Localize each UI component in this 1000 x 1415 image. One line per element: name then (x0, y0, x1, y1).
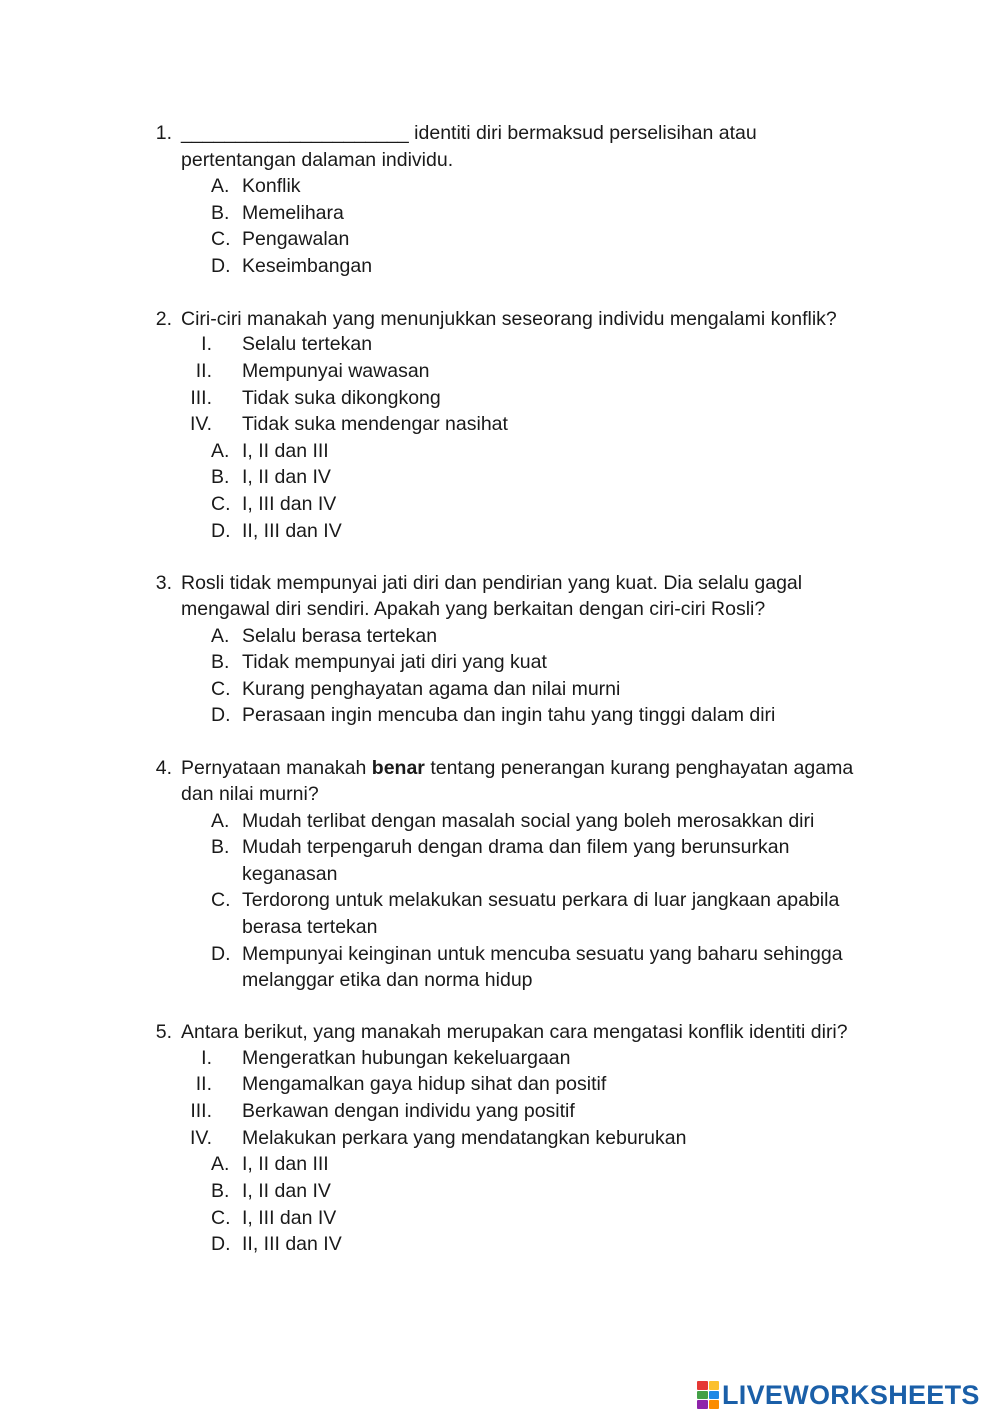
emphasis-text: benar (371, 757, 425, 779)
liveworksheets-icon (697, 1381, 719, 1409)
liveworksheets-logo[interactable] (697, 1375, 980, 1415)
question-number: 3. (155, 572, 172, 594)
question-number: 5. (155, 1021, 172, 1043)
question-number: 4. (155, 757, 172, 779)
question-1-stem-text: identiti diri bermaksud perselisihan atau (414, 122, 757, 144)
worksheet-page: 1. _____________________ identiti diri bermaksud perselisihan atau pertentangan dalaman individu. A. Konflik B. Memelihara C. Pengawalan D. Keseimbangan 2. Ciri-ciri manakah yang menunjukkan seseorang individu mengalami konflik? I. Selalu tertekan II. Mempunyai wawasan III. Tidak suka dikongkong IV. Tidak suka mendengar nasihat A. I, II dan III B. I, II dan IV C. I, III dan IV D. II, III dan IV 3. Rosli tidak mempunyai jati diri dan pendirian yang kuat. Dia selalu gagal mengawal diri sendiri. Apakah yang berkaitan dengan ciri-ciri Rosli? A. Selalu berasa tertekan B. Tidak mempunyai jati diri yang kuat C. Kurang penghayatan agama dan nilai murni D. Perasaan ingin mencuba dan ingin tahu yang tinggi dalam diri 4. Pernyataan manakah benar tentang penerangan kurang penghayatan agama dan nilai murni? A. Mudah terlibat dengan masalah social yang boleh merosakkan diri B. Mudah terpengaruh dengan drama dan filem yang berunsurkan keganasan C. Terdorong untuk melakukan sesuatu perkara di luar jangkaan apabila berasa tertekan D. Mempunyai keinginan untuk mencuba sesuatu yang baharu sehingga melanggar etika dan norma hidup 5. Antara berikut, yang manakah merupakan cara mengatasi konflik identiti diri? I. Mengeratkan hubungan kekeluargaan II. Mengamalkan gaya hidup sihat dan positif III. Berkawan dengan individu yang positif IV. Melakukan perkara yang mendatangkan keburukan A. I, II dan III B. I, II dan IV C. I, III dan IV D. II, III dan IV LIVEWORKSHEETS (0, 0, 1000, 1413)
answer-blank: _____________________ (181, 122, 409, 144)
brand-name: LIVEWORKSHEETS (722, 1379, 980, 1410)
question-number: 1. (155, 122, 172, 144)
question-number: 2. (155, 308, 172, 330)
